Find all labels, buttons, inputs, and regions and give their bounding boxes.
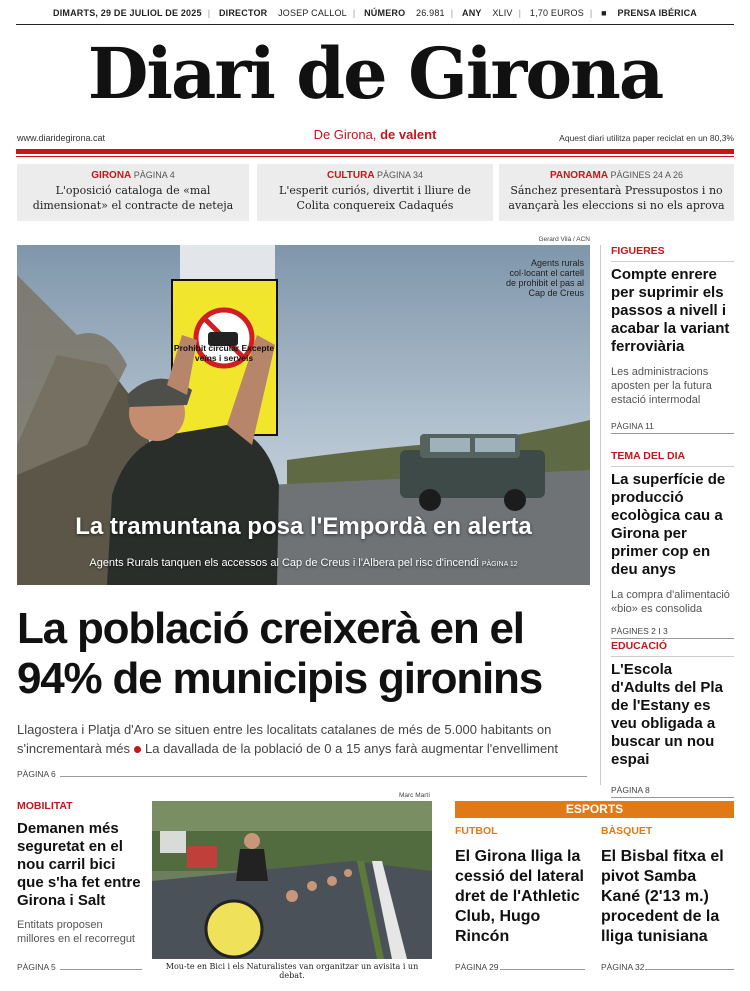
issue-price: 1,70 EUROS: [529, 8, 584, 18]
mobilitat-section: MOBILITAT: [17, 800, 73, 812]
main-deck-b: La davallada de la població de 0 a 15 anys farà augmentar l'envelliment: [145, 741, 559, 756]
teaser-page: PÀGINES 24 A 26: [610, 170, 684, 180]
sidebar-section: FIGUERES: [611, 245, 665, 257]
teaser-section: PANORAMA: [549, 170, 608, 181]
mobilitat-photo[interactable]: [152, 801, 432, 959]
sidebar-figueres[interactable]: [611, 245, 734, 434]
sidebar-rule: [611, 656, 734, 657]
sidebar-text: Les administracions aposten per la futura estació intermodal: [611, 366, 712, 406]
main-page: PÀGINA 6: [17, 769, 56, 779]
mobilitat-caption: Mou-te en Bici i els Naturalistes van organitzar un avisita i un debat.: [165, 962, 419, 980]
esports-banner[interactable]: ESPORTS: [455, 801, 734, 818]
teaser-panorama[interactable]: [499, 164, 734, 221]
sidebar-tema-del-dia[interactable]: [611, 450, 734, 639]
sidebar-section: TEMA DEL DIA: [611, 450, 686, 462]
tagline-a: De Girona,: [313, 127, 377, 142]
sidebar-title: Compte enrere per suprimir els passos a nivell i acabar la variant ferroviària: [611, 266, 730, 355]
lead-photo[interactable]: [17, 245, 590, 585]
esports-section: BÀSQUET: [601, 825, 653, 837]
main-deck-a: Llagostera i Platja d'Aro se situen entre les localitats catalanes de més de 5.000 habitants on s'incrementarà més: [17, 722, 552, 756]
director-name: JOSEP CALLOL: [278, 8, 347, 18]
sidebar-title: La superfície de producció ecològica cau a Girona per primer cop en deu anys: [611, 471, 726, 578]
teaser-text: Sánchez presentarà Pressupostos i no avançarà les eleccions si no els aprova: [508, 184, 725, 212]
sidebar-page: PÀGINA 8: [611, 785, 734, 798]
sidebar-page: PÀGINES 2 I 3: [611, 626, 734, 639]
thin-divider: [16, 156, 734, 157]
teaser-girona[interactable]: [17, 164, 249, 221]
mobilitat-story[interactable]: [17, 800, 142, 972]
recycle-note: Aquest diari utilitza paper reciclat en un 80,3%: [559, 133, 734, 143]
mobilitat-title: Demanen més seguretat en el nou carril bici que s'ha fet entre Girona i Salt: [17, 820, 141, 909]
sidebar-text: La compra d'alimentació «bio» es consolida: [611, 589, 730, 615]
bullet-icon: [134, 746, 141, 753]
teaser-page: PÀGINA 4: [133, 170, 175, 180]
esports-title: El Bisbal fitxa el pivot Samba Kané (2'13 m.) procedent de la lliga tunisiana: [601, 848, 724, 945]
mobilitat-page: PÀGINA 5: [17, 962, 56, 972]
teaser-text: L'esperit curiós, divertit i lliure de Colita conquereix Cadaqués: [279, 184, 471, 212]
prensa-iberica-icon: ■: [601, 8, 607, 18]
main-deck: [17, 720, 587, 758]
director-label: DIRECTOR: [218, 8, 268, 18]
number-label: NÚMERO: [364, 8, 406, 18]
esports-page-rule: [500, 969, 585, 970]
issue-year: XLIV: [492, 8, 513, 18]
sign-text: Prohibit circular Excepte veïns i serveis: [173, 343, 275, 363]
bike-photo-illustration: [152, 801, 432, 959]
esports-basquet[interactable]: [601, 825, 734, 972]
photo-subline-text: Agents Rurals tanquen els accessos al Cap de Creus i l'Albera pel risc d'incendi: [89, 557, 479, 569]
sidebar-section: EDUCACIÓ: [611, 640, 668, 652]
photo-headline[interactable]: La tramuntana posa l'Empordà en alerta: [75, 513, 532, 540]
red-divider: [16, 149, 734, 154]
photo-subline: [17, 557, 590, 569]
esports-page: PÀGINA 29: [455, 962, 499, 972]
teaser-section: CULTURA: [326, 170, 375, 181]
esports-page: PÀGINA 32: [601, 962, 645, 972]
issue-number: 26.981: [416, 8, 445, 18]
main-page-rule: [60, 776, 587, 777]
column-divider: [600, 245, 601, 785]
mobilitat-text: Entitats proposen millores en el recorregut: [17, 919, 135, 945]
top-info-line: DIMARTS, 29 DE JULIOL DE 2025 | DIRECTOR JOSEP CALLOL | NÚMERO 26.981 | ANY XLIV | 1,70 EUROS | ■ PRENSA IBÉRICA: [0, 8, 750, 18]
photo-note: Agents rurals col·locant el cartell de prohibit el pas al Cap de Creus: [505, 258, 584, 298]
teaser-cultura[interactable]: [257, 164, 493, 221]
year-label: ANY: [462, 8, 482, 18]
photo-page: PÀGINA 12: [481, 561, 518, 568]
esports-section: FUTBOL: [455, 825, 498, 837]
publisher-group: PRENSA IBÉRICA: [617, 8, 697, 18]
mobilitat-page-rule: [60, 969, 142, 970]
masthead-title[interactable]: Diari de Girona: [87, 32, 663, 115]
sidebar-rule: [611, 466, 734, 467]
sidebar-educacio[interactable]: [611, 640, 734, 798]
esports-page-rule: [645, 969, 734, 970]
sidebar-rule: [611, 261, 734, 262]
issue-date: DIMARTS, 29 DE JULIOL DE 2025: [53, 8, 202, 18]
esports-title: El Girona lliga la cessió del lateral dret de l'Athletic Club, Hugo Rincón: [455, 848, 584, 945]
website-link[interactable]: www.diaridegirona.cat: [17, 133, 106, 143]
teaser-section: GIRONA: [91, 170, 131, 181]
teaser-page: PÀGINA 34: [376, 170, 424, 180]
tagline-b: de valent: [380, 127, 437, 142]
teaser-text: L'oposició cataloga de «mal dimensionat» el contracte de neteja: [32, 184, 234, 212]
sidebar-title: L'Escola d'Adults del Pla de l'Estany es veu obligada a buscar un nou espai: [611, 661, 723, 768]
main-headline[interactable]: La població creixerà en el 94% de municipis gironins: [17, 604, 543, 703]
photo-credit: Gerard Vilà / ACN: [538, 236, 590, 243]
mobilitat-photo-credit: Marc Martí: [398, 792, 430, 799]
sidebar-page: PÀGINA 11: [611, 421, 734, 434]
esports-futbol[interactable]: [455, 825, 585, 972]
